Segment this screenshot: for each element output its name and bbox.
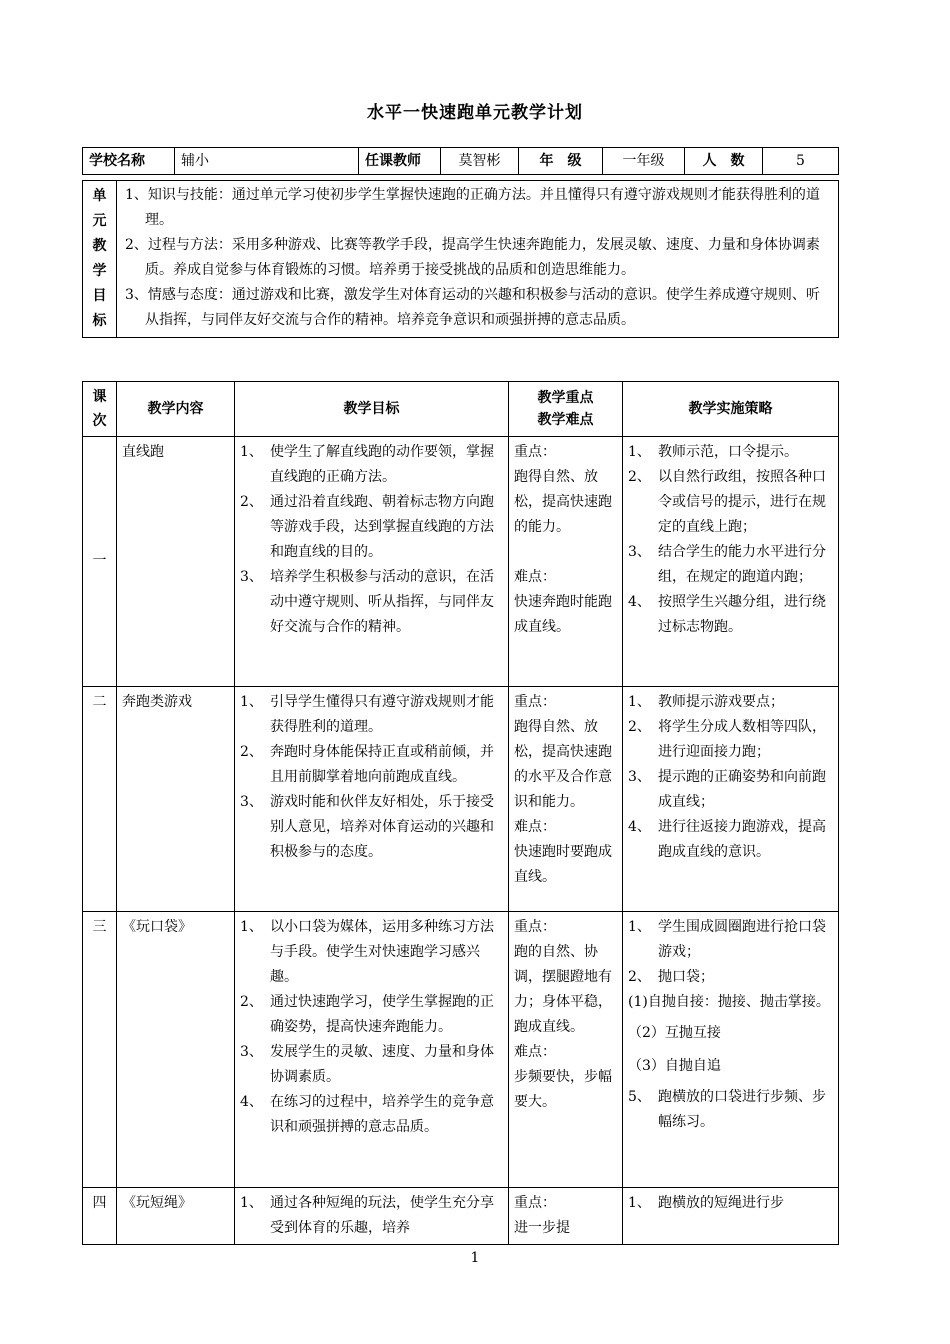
strategy-text: 提示跑的正确姿势和向前跑成直线； (658, 769, 826, 810)
lesson-goals (235, 912, 509, 1188)
lesson-row (83, 912, 839, 1188)
strategy-item (628, 440, 833, 465)
strategy-num: 2、 (628, 469, 651, 485)
goal-text: 通过快速跑学习，使学生掌握跑的正确姿势，提高快速奔跑能力。 (270, 994, 494, 1035)
header-lesson-text: 课次 (92, 389, 107, 429)
lesson-content: 直线跑 (117, 437, 235, 687)
strategy-item (628, 690, 833, 715)
strategy-num: 4、 (628, 819, 651, 835)
goal-text: 以小口袋为媒体，运用多种练习方法与手段。使学生对快速跑学习感兴趣。 (270, 919, 494, 985)
goal-item (240, 440, 503, 490)
goal-text: 在练习的过程中，培养学生的竞争意识和顽强拼搏的意志品质。 (270, 1094, 494, 1135)
strategy-subitem (628, 1054, 833, 1079)
lesson-goals (235, 437, 509, 687)
lesson-goals (235, 687, 509, 912)
school-value: 辅小 (175, 148, 359, 175)
goal-item (240, 1040, 503, 1090)
strategy-num: 1、 (628, 444, 651, 460)
lesson-row (83, 1188, 839, 1245)
strategy-text: 教师提示游戏要点； (658, 694, 784, 710)
strategy-num: 3、 (628, 769, 651, 785)
goal-item (240, 915, 503, 990)
strategy-item (628, 815, 833, 865)
goal-item (240, 990, 503, 1040)
lesson-content: 奔跑类游戏 (117, 687, 235, 912)
goal-num: 1、 (240, 694, 263, 710)
strategy-item (628, 1191, 833, 1216)
header-content: 教学内容 (117, 382, 235, 437)
lesson-strategy (623, 437, 839, 687)
strategy-num: 1、 (628, 1195, 651, 1211)
lessons-table (82, 381, 839, 1245)
unit-goal-item: 1、知识与技能：通过单元学习使初步学生掌握快速跑的正确方法。并且懂得只有遵守游戏规则才能获得胜利的道理。 (125, 187, 820, 228)
header-key-line1: 教学重点 (537, 390, 594, 406)
strategy-num: 2、 (628, 719, 651, 735)
lesson-row (83, 687, 839, 912)
lesson-no: 一 (83, 437, 117, 687)
strategy-text: 学生围成圆圈跑进行抢口袋游戏； (658, 919, 826, 960)
strategy-text: 进行往返接力跑游戏，提高跑成直线的意识。 (658, 819, 826, 860)
lesson-key-points: 重点： 跑得自然、放松，提高快速跑的能力。 难点： 快速奔跑时能跑成直线。 (509, 437, 623, 687)
strategy-item (628, 765, 833, 815)
goal-num: 3、 (240, 794, 263, 810)
lesson-no: 三 (83, 912, 117, 1188)
strategy-num: 3、 (628, 544, 651, 560)
goal-num: 1、 (240, 444, 263, 460)
strategy-num: 5、 (628, 1089, 651, 1105)
strategy-num: 1、 (628, 919, 651, 935)
lesson-strategy (623, 912, 839, 1188)
lesson-key-points: 重点： 进一步提 (509, 1188, 623, 1245)
strategy-text: 跑横放的短绳进行步 (658, 1195, 784, 1211)
goal-text: 通过各种短绳的玩法，使学生充分享受到体育的乐趣，培养 (270, 1195, 494, 1236)
strategy-num: 2、 (628, 969, 651, 985)
teacher-label: 任课教师 (359, 148, 441, 175)
grade-value: 一年级 (603, 148, 685, 175)
strategy-text: (1)自抛自接：抛接、抛击掌接。 (628, 994, 830, 1010)
header-strategy: 教学实施策略 (623, 382, 839, 437)
unit-goals-label-char: 单 (92, 188, 107, 204)
unit-goals-label-char: 标 (92, 313, 107, 329)
unit-goal-item: 2、过程与方法：采用多种游戏、比赛等教学手段，提高学生快速奔跑能力，发展灵敏、速度、力量和身体协调素质。养成自觉参与体育锻炼的习惯。培养勇于接受挑战的品质和创造思维能力。 (125, 237, 820, 278)
goal-num: 1、 (240, 1195, 263, 1211)
goal-num: 2、 (240, 744, 263, 760)
lesson-strategy (623, 687, 839, 912)
strategy-item (628, 715, 833, 765)
unit-goals-content (117, 181, 839, 338)
lesson-content: 《玩短绳》 (117, 1188, 235, 1245)
header-lesson (83, 382, 117, 437)
strategy-text: 结合学生的能力水平进行分组，在规定的跑道内跑； (658, 544, 826, 585)
lesson-content: 《玩口袋》 (117, 912, 235, 1188)
goal-item (240, 790, 503, 865)
strategy-text: 抛口袋； (658, 969, 714, 985)
goal-num: 3、 (240, 1044, 263, 1060)
strategy-text: （2）互抛互接 (628, 1025, 721, 1041)
unit-goals-table (82, 180, 839, 338)
strategy-item (628, 540, 833, 590)
lesson-strategy (623, 1188, 839, 1245)
strategy-item (628, 590, 833, 640)
lessons-header-row (83, 382, 839, 437)
goal-num: 4、 (240, 1094, 263, 1110)
goal-text: 培养学生积极参与活动的意识，在活动中遵守规则、听从指挥，与同伴友好交流与合作的精神。 (270, 569, 494, 635)
unit-goals-label-char: 元 (92, 213, 107, 229)
unit-goal-item: 3、情感与态度：通过游戏和比赛，激发学生对体育运动的兴趣和积极参与活动的意识。使学生养成遵守规则、听从指挥，与同伴友好交流与合作的精神。培养竞争意识和顽强拼搏的意志品质。 (125, 287, 820, 328)
strategy-subitem (628, 990, 833, 1015)
lesson-row (83, 437, 839, 687)
header-key-line2: 教学难点 (537, 412, 594, 428)
goal-item (240, 690, 503, 740)
goal-text: 发展学生的灵敏、速度、力量和身体协调素质。 (270, 1044, 494, 1085)
document-title: 水平一快速跑单元教学计划 (367, 103, 583, 123)
lesson-goals (235, 1188, 509, 1245)
strategy-text: 以自然行政组，按照各种口令或信号的提示，进行在规定的直线上跑； (658, 469, 826, 535)
count-value: 5 (763, 148, 839, 175)
strategy-text: 教师示范，口令提示。 (658, 444, 798, 460)
goal-text: 使学生了解直线跑的动作要领，掌握直线跑的正确方法。 (270, 444, 494, 485)
strategy-item (628, 465, 833, 540)
goal-text: 通过沿着直线跑、朝着标志物方向跑等游戏手段，达到掌握直线跑的方法和跑直线的目的。 (270, 494, 494, 560)
goal-num: 2、 (240, 994, 263, 1010)
lesson-no: 二 (83, 687, 117, 912)
header-key-points (509, 382, 623, 437)
strategy-text: 将学生分成人数相等四队，进行迎面接力跑； (658, 719, 826, 760)
goal-item (240, 565, 503, 640)
goal-item (240, 740, 503, 790)
goal-item (240, 1191, 503, 1241)
unit-goals-label-char: 目 (92, 288, 107, 304)
info-table (82, 147, 839, 175)
page-number: 1 (470, 1250, 480, 1266)
strategy-text: 跑横放的口袋进行步频、步幅练习。 (658, 1089, 826, 1130)
strategy-text: （3）自抛自追 (628, 1058, 721, 1074)
unit-goals-label-char: 教 (92, 238, 107, 254)
strategy-num: 1、 (628, 694, 651, 710)
school-label: 学校名称 (83, 148, 175, 175)
strategy-item (628, 965, 833, 990)
strategy-item (628, 1085, 833, 1135)
teacher-value: 莫智彬 (441, 148, 519, 175)
grade-label: 年 级 (519, 148, 603, 175)
goal-item (240, 1090, 503, 1140)
goal-num: 1、 (240, 919, 263, 935)
strategy-num: 4、 (628, 594, 651, 610)
goal-item (240, 490, 503, 565)
unit-goals-label (83, 181, 117, 338)
goal-num: 3、 (240, 569, 263, 585)
strategy-subitem (628, 1021, 833, 1046)
lesson-no: 四 (83, 1188, 117, 1245)
strategy-item (628, 915, 833, 965)
header-goal: 教学目标 (235, 382, 509, 437)
lesson-key-points: 重点： 跑的自然、协调，摆腿蹬地有力；身体平稳，跑成直线。 难点： 步频要快，步幅要大。 (509, 912, 623, 1188)
unit-goals-label-char: 学 (92, 263, 107, 279)
lesson-key-points: 重点： 跑得自然、放松，提高快速跑的水平及合作意识和能力。 难点： 快速跑时要跑成直线。 (509, 687, 623, 912)
strategy-text: 按照学生兴趣分组，进行绕过标志物跑。 (658, 594, 826, 635)
goal-text: 引导学生懂得只有遵守游戏规则才能获得胜利的道理。 (270, 694, 494, 735)
goal-text: 奔跑时身体能保持正直或稍前倾，并且用前脚掌着地向前跑成直线。 (270, 744, 494, 785)
goal-num: 2、 (240, 494, 263, 510)
count-label: 人 数 (685, 148, 763, 175)
goal-text: 游戏时能和伙伴友好相处，乐于接受别人意见，培养对体育运动的兴趣和积极参与的态度。 (270, 794, 494, 860)
